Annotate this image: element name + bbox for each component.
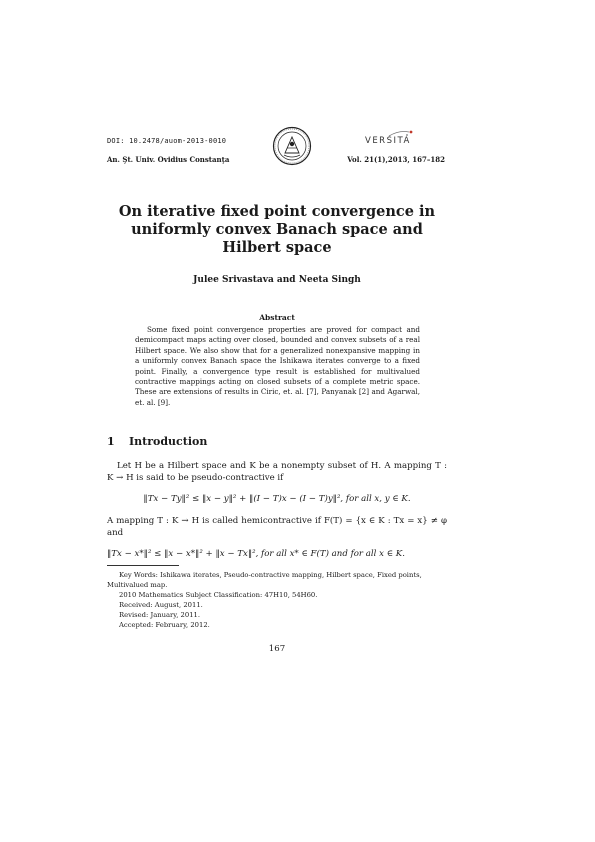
paper-title: On iterative fixed point convergence in uniformly convex Banach space and Hilbert space — [118, 203, 436, 256]
abstract-heading: Abstract — [259, 313, 295, 322]
equation-hemicontractive: ‖Tx − x*‖² ≤ ‖x − x*‖² + ‖x − Tx‖², for all x* ∈ F(T) and for all x ∈ K. — [107, 549, 405, 559]
footnote-accepted: Accepted: February, 2012. — [119, 621, 210, 629]
section-heading — [107, 435, 207, 448]
abstract-text: Some fixed point convergence properties are proved for compact and demicompact maps acting over closed, bounded and convex subsets of a real Hilbert space. We also show that for a generalized nonexpansive mapping in a uniformly convex Banach space the Ishikawa iterates converge to a fixed point. Finally, a convergence type result is established for multivalued contractive mappings acting on closed subsets of a complete metric space. These are extensions of results in Ciric, et. al. [7], Panyanak [2] and Agarwal, et. al. [9]. — [135, 325, 420, 407]
footnote-revised: Revised: January, 2011. — [119, 611, 201, 619]
section-number: 1 — [107, 435, 115, 448]
page-number: 167 — [268, 644, 286, 654]
footnote-rule — [107, 565, 179, 566]
section-title: Introduction — [129, 435, 208, 448]
authors: Julee Srivastava and Neeta Singh — [193, 275, 361, 285]
footnote-msc: 2010 Mathematics Subject Classification: 47H10, 54H60. — [119, 591, 318, 599]
intro-paragraph-1: Let H be a Hilbert space and K be a nonempty subset of H. A mapping T : K → H is said to be pseudo-contractive if — [107, 461, 447, 483]
doi-line: DOI: 10.2478/auom-2013-0010 — [107, 137, 227, 145]
versita-logo — [357, 128, 421, 150]
volume-info: Vol. 21(1),2013, 167–182 — [347, 155, 445, 164]
versita-wordmark: VERSITA — [365, 136, 411, 146]
university-seal-icon — [272, 126, 312, 166]
intro-paragraph-2: A mapping T : K → H is called hemicontractive if F(T) = {x ∈ K : Tx = x} ≠ φ and — [107, 516, 447, 538]
journal-name: An. Şt. Univ. Ovidius Constanţa — [107, 155, 230, 164]
footnote-received: Received: August, 2011. — [119, 601, 203, 609]
footnote-keywords: Key Words: Ishikawa iterates, Pseudo-contractive mapping, Hilbert space, Fixed points, Multivalued map. — [107, 571, 422, 589]
equation-pseudo-contractive: ‖Tx − Ty‖² ≤ ‖x − y‖² + ‖(I − T)x − (I − T)y‖², for all x, y ∈ K. — [143, 494, 411, 504]
